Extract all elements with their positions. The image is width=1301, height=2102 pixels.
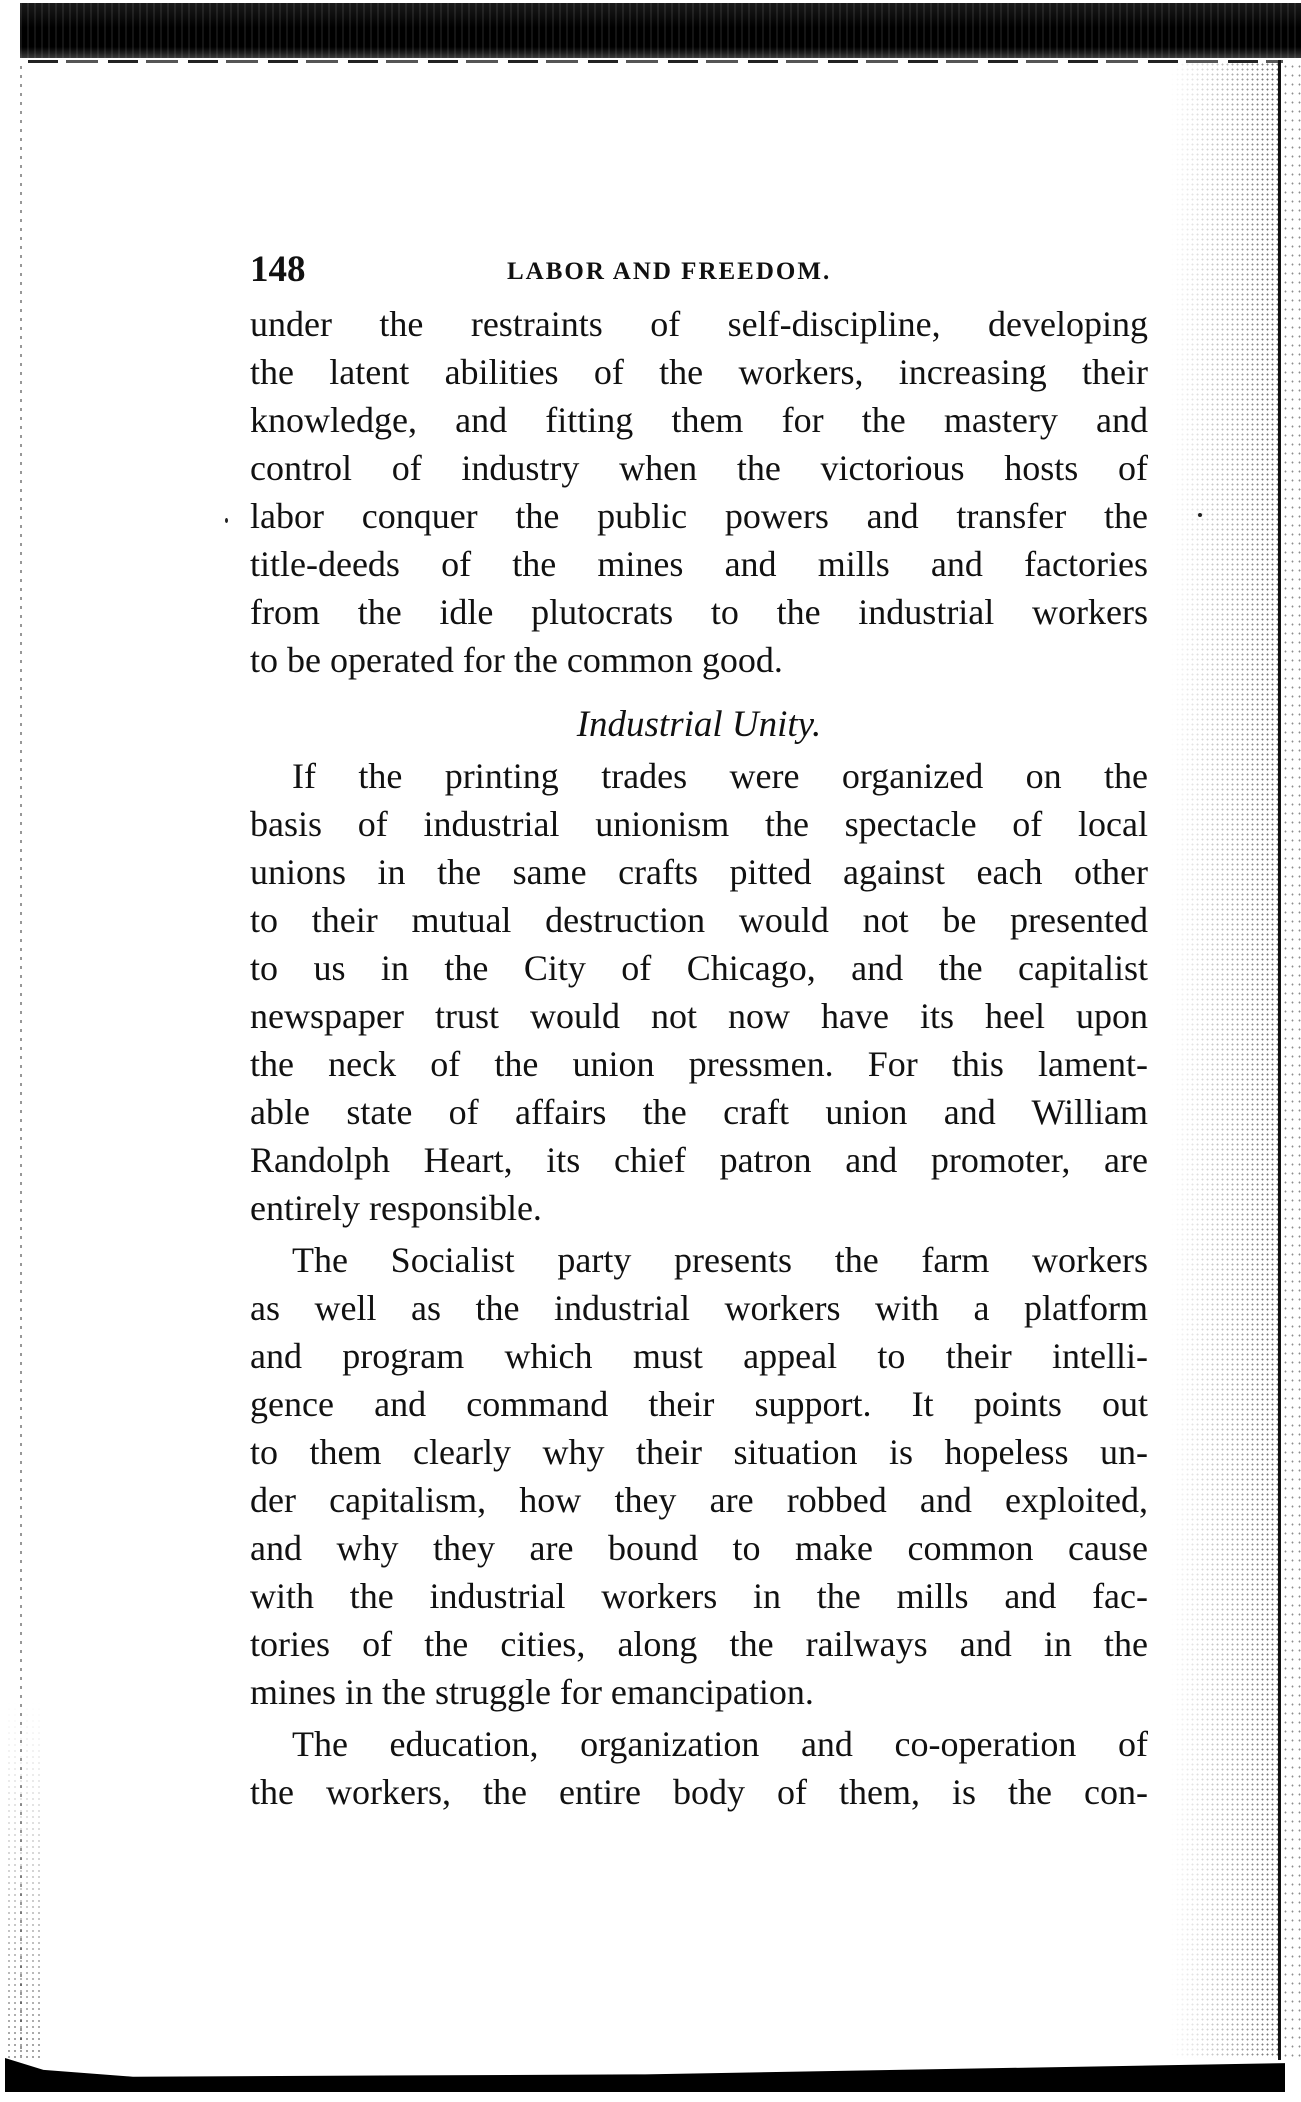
- stray-mark: [225, 518, 228, 523]
- paragraph: [250, 1236, 1148, 1716]
- paragraph: [250, 752, 1148, 1232]
- text-line: mines in the struggle for emancipation.: [250, 1672, 814, 1712]
- body-text: [250, 300, 1148, 1816]
- scan-border-top: [20, 3, 1301, 58]
- scan-border-bottom: [5, 2058, 1285, 2092]
- page-left-shadow: [6, 1700, 42, 2058]
- page-right-edge: [1278, 60, 1281, 2060]
- text-line: and program which must appeal to their intelli-: [250, 1336, 1148, 1376]
- stray-mark: [1198, 513, 1202, 517]
- text-line: If the printing trades were organized on the: [292, 756, 1148, 796]
- running-head: [250, 250, 1148, 290]
- text-line: newspaper trust would not now have its heel upon: [250, 996, 1148, 1036]
- text-line: with the industrial workers in the mills and fac-: [250, 1576, 1148, 1616]
- page-right-outer-shadow: [1282, 62, 1301, 2058]
- running-title: LABOR AND FREEDOM.: [507, 258, 832, 285]
- text-line: the workers, the entire body of them, is the con-: [250, 1772, 1148, 1812]
- page-number: 148: [250, 249, 306, 290]
- text-line: control of industry when the victorious hosts of: [250, 448, 1148, 488]
- text-line: title-deeds of the mines and mills and factories: [250, 544, 1148, 584]
- paragraph-continued: [250, 300, 1148, 684]
- text-line: as well as the industrial workers with a platform: [250, 1288, 1148, 1328]
- scan-border-top-edge: [28, 60, 1283, 63]
- text-line: to us in the City of Chicago, and the capitalist: [250, 948, 1148, 988]
- text-line: and why they are bound to make common cause: [250, 1528, 1148, 1568]
- text-line: able state of affairs the craft union and William: [250, 1092, 1148, 1132]
- text-line: tories of the cities, along the railways and in the: [250, 1624, 1148, 1664]
- text-line: to be operated for the common good.: [250, 640, 783, 680]
- paragraph: [250, 1720, 1148, 1816]
- section-heading: Industrial Unity.: [576, 704, 822, 745]
- text-line: The education, organization and co-operation of: [292, 1724, 1148, 1764]
- text-line: to their mutual destruction would not be presented: [250, 900, 1148, 940]
- text-line: basis of industrial unionism the spectacle of local: [250, 804, 1148, 844]
- text-line: gence and command their support. It points out: [250, 1384, 1148, 1424]
- text-line: under the restraints of self-discipline, developing: [250, 304, 1148, 344]
- text-line: labor conquer the public powers and transfer the: [250, 496, 1148, 536]
- text-line: Randolph Heart, its chief patron and promoter, are: [250, 1140, 1148, 1180]
- text-line: the neck of the union pressmen. For this lament-: [250, 1044, 1148, 1084]
- text-line: unions in the same crafts pitted against each other: [250, 852, 1148, 892]
- text-line: der capitalism, how they are robbed and exploited,: [250, 1480, 1148, 1520]
- text-line: entirely responsible.: [250, 1188, 542, 1228]
- text-line: the latent abilities of the workers, increasing their: [250, 352, 1148, 392]
- text-line: from the idle plutocrats to the industrial workers: [250, 592, 1148, 632]
- text-line: The Socialist party presents the farm workers: [292, 1240, 1148, 1280]
- page-gutter-shadow: [1170, 62, 1280, 2058]
- text-line: to them clearly why their situation is hopeless un-: [250, 1432, 1148, 1472]
- text-line: knowledge, and fitting them for the mastery and: [250, 400, 1148, 440]
